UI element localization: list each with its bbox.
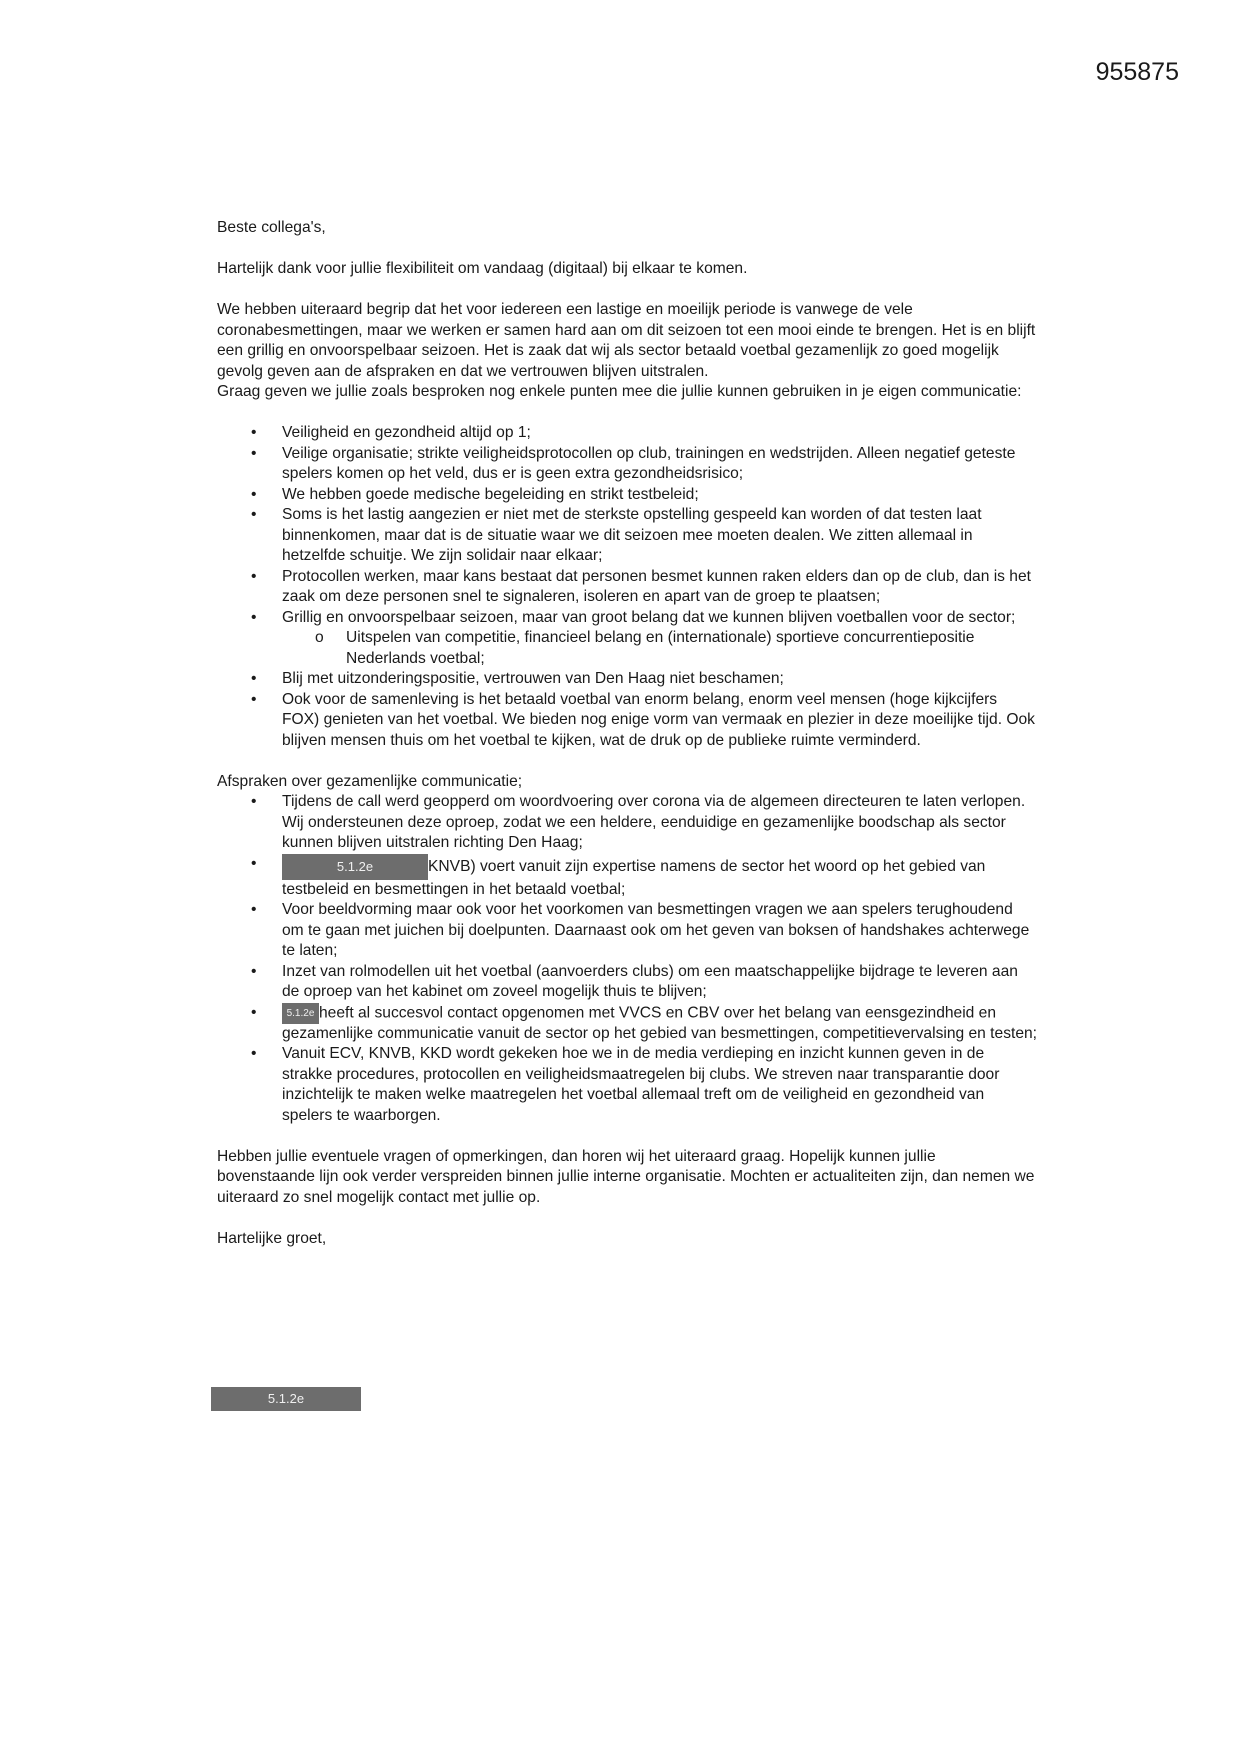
list-item: • Veilige organisatie; strikte veiligheidsprotocollen op club, trainingen en wedstrijden. Alleen negatief geteste spelers komen op het veld, dus er is geen extra gezondheidsrisico; bbox=[217, 444, 1037, 485]
signature-redaction-box: 5.1.2e bbox=[211, 1387, 361, 1411]
document-number: 955875 bbox=[1095, 58, 1179, 86]
list-item: • Blij met uitzonderingspositie, vertrouwen van Den Haag niet beschamen; bbox=[217, 669, 1037, 690]
salutation: Beste collega's, bbox=[217, 219, 326, 236]
list-item: • Veiligheid en gezondheid altijd op 1; bbox=[217, 423, 1037, 444]
list-item: • Soms is het lastig aangezien er niet met de sterkste opstelling gespeeld kan worden of dat testen laat binnenkomen, maar dat is de situatie waar we dit seizoen mee moeten dealen. We zitten allemaal in hetzelfde schuitje. We zijn solidair naar elkaar; bbox=[217, 505, 1037, 567]
sub-list bbox=[282, 628, 1037, 669]
communication-points-list bbox=[217, 423, 1037, 751]
afspraken-list bbox=[217, 792, 1037, 1126]
sub-list-item: o Uitspelen van competitie, financieel belang en (internationale) sportieve concurrentiepositie Nederlands voetbal; bbox=[282, 628, 1037, 669]
redaction-box: 5.1.2e bbox=[282, 1003, 319, 1024]
list-item bbox=[217, 1003, 1037, 1045]
list-item: • Vanuit ECV, KNVB, KKD wordt gekeken hoe we in de media verdieping en inzicht kunnen geven in de strakke procedures, protocollen en veiligheidsmaatregelen bij clubs. We streven naar transparantie door inzichtelijk te maken welke maatregelen het voetbal allemaal treft om de veiligheid en gezondheid van spelers te waarborgen. bbox=[217, 1044, 1037, 1126]
list-item-text: heeft al succesvol contact opgenomen met VVCS en CBV over het belang van eensgezindheid en gezamenlijke communicatie vanuit de sector op het gebied van besmettingen, competitievervalsing en testen; bbox=[282, 1004, 1037, 1042]
paragraph-thanks: Hartelijk dank voor jullie flexibiliteit om vandaag (digitaal) bij elkaar te komen. bbox=[217, 260, 748, 277]
list-item: • Inzet van rolmodellen uit het voetbal (aanvoerders clubs) om een maatschappelijke bijdrage te leveren aan de oproep van het kabinet om zoveel mogelijk thuis te blijven; bbox=[217, 962, 1037, 1003]
list-item-text: KNVB) voert vanuit zijn expertise namens de sector het woord op het gebied van testbeleid en besmettingen in het betaald voetbal; bbox=[282, 857, 986, 898]
list-item: • Tijdens de call werd geopperd om woordvoering over corona via de algemeen directeuren te laten verlopen. Wij ondersteunen deze oproep, zodat we een heldere, eenduidige en gezamenlijke boodschap als sector kunnen blijven uitstralen richting Den Haag; bbox=[217, 792, 1037, 854]
afspraken-heading: Afspraken over gezamenlijke communicatie; bbox=[217, 772, 523, 790]
redaction-box: 5.1.2e bbox=[282, 854, 428, 880]
list-item: • Voor beeldvorming maar ook voor het voorkomen van besmettingen vragen we aan spelers terughoudend om te gaan met juichen bij doelpunten. Daarnaast ook om het geven van boksen of handshakes achterwege te laten; bbox=[217, 900, 1037, 962]
paragraph-context: We hebben uiteraard begrip dat het voor iedereen een lastige en moeilijk periode is vanwege de vele coronabesmettingen, maar we werken er samen hard aan om dit seizoen tot een mooi einde te brengen. Het is en blijft een grillig en onvoorspelbaar seizoen. Het is zaak dat wij als sector betaald voetbal gezamenlijk zo goed mogelijk gevolg geven aan de afspraken en dat we vertrouwen blijven uitstralen. bbox=[217, 301, 1036, 380]
list-item bbox=[217, 608, 1037, 670]
list-item-text: Grillig en onvoorspelbaar seizoen, maar van groot belang dat we kunnen blijven voetballen voor de sector; bbox=[282, 608, 1016, 626]
list-item: • Ook voor de samenleving is het betaald voetbal van enorm belang, enorm veel mensen (hoge kijkcijfers FOX) genieten van het voetbal. We bieden nog enige vorm van vermaak en plezier in deze moeilijke tijd. Ook blijven mensen thuis om het voetbal te kijken, wat de druk op de publieke ruimte verminderd. bbox=[217, 690, 1037, 752]
letter-body bbox=[217, 218, 1037, 1249]
list-item: • We hebben goede medische begeleiding en strikt testbeleid; bbox=[217, 485, 1037, 506]
paragraph-intro-points: Graag geven we jullie zoals besproken nog enkele punten mee die jullie kunnen gebruiken in je eigen communicatie: bbox=[217, 383, 1022, 400]
signoff: Hartelijke groet, bbox=[217, 1229, 327, 1247]
list-item bbox=[217, 854, 1037, 901]
paragraph-closing: Hebben jullie eventuele vragen of opmerkingen, dan horen wij het uiteraard graag. Hopelijk kunnen jullie bovenstaande lijn ook verder verspreiden binnen jullie interne organisatie. Mochten er actualiteiten zijn, dan nemen we uiteraard zo snel mogelijk contact met jullie op. bbox=[217, 1147, 1035, 1206]
list-item: • Protocollen werken, maar kans bestaat dat personen besmet kunnen raken elders dan op de club, dan is het zaak om deze personen snel te signaleren, isoleren en apart van de groep te plaatsen; bbox=[217, 567, 1037, 608]
